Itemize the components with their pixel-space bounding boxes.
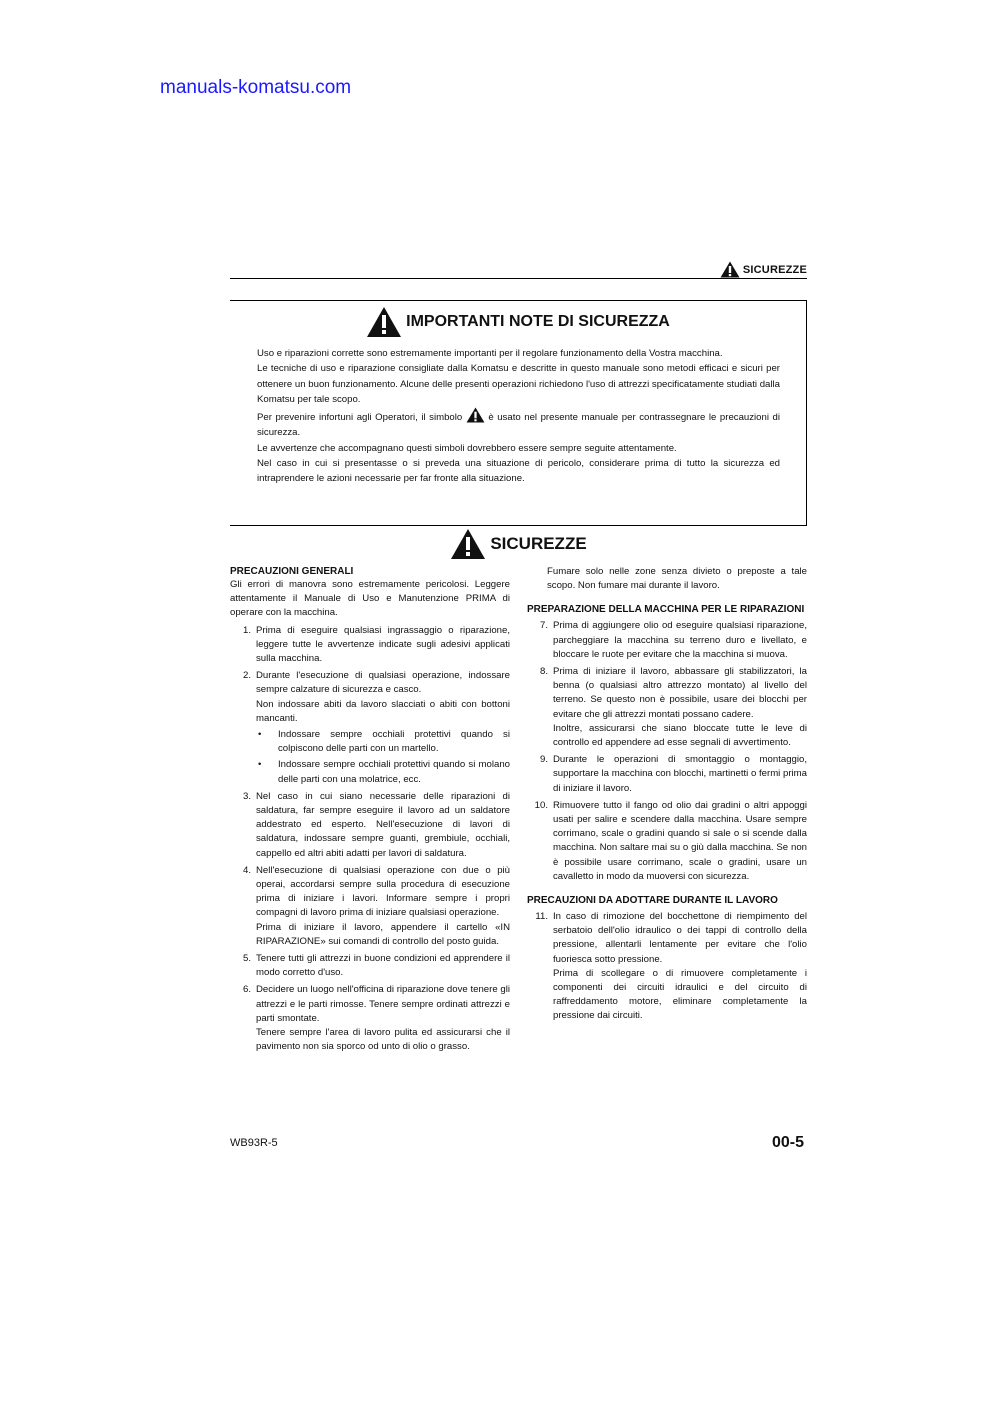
left-item-list: [230, 624, 510, 1055]
list-item: [527, 753, 807, 796]
warning-icon: [720, 261, 740, 278]
item-text: [256, 864, 510, 949]
notice-paragraph: Le avvertenze che accompagnano questi simboli dovrebbero essere sempre seguite attentamente.: [257, 442, 677, 454]
item-text: [553, 753, 807, 796]
item-paragraph: Tenere tutti gli attrezzi in buone condizioni ed apprendere il modo corretto d'uso.: [256, 953, 510, 979]
item-number: 4.: [242, 864, 251, 876]
item-text: [256, 669, 510, 787]
list-item: [527, 910, 807, 1024]
section-title-text: SICUREZZE: [490, 534, 587, 553]
item-text: [553, 665, 807, 750]
item-number: 1.: [242, 624, 251, 636]
item-paragraph: Prima di iniziare il lavoro, abbassare gli stabilizzatori, la benna (o qualsiasi altro attrezzo montato) al livello del terreno. Se questo non è possibile, usare dei blocchi per evitare che gli attrezzi montati possano cadere.: [553, 666, 807, 720]
notice-symbol-text-before: Per prevenire infortuni agli Operatori, il simbolo: [257, 412, 463, 424]
notice-paragraph: [257, 410, 780, 441]
header-label: [720, 261, 807, 278]
list-item: [230, 624, 510, 667]
bullet-icon: •: [258, 759, 262, 771]
item-text: [256, 624, 510, 667]
item-paragraph: Tenere sempre l'area di lavoro pulita ed assicurarsi che il pavimento non sia sporco od unto di olio o grasso.: [256, 1027, 510, 1053]
warning-icon: [366, 306, 402, 338]
item-number: 8.: [539, 666, 548, 678]
bullet-item: [256, 758, 510, 786]
header-title: SICUREZZE: [742, 263, 807, 276]
site-link[interactable]: manuals-komatsu.com: [160, 77, 352, 98]
intro-paragraph: Gli errori di manovra sono estremamente pericolosi. Leggere attentamente il Manuale di Uso e Manutenzione PRIMA di operare con la macchina.: [230, 579, 510, 619]
bullet-item: [256, 728, 510, 756]
notice-body: [257, 346, 780, 487]
item-paragraph: In caso di rimozione del bocchettone di riempimento del serbatoio dell'olio idraulico o dei tappi di controllo della pressione, allentarli lentamente per evitare che l'olio fuoriesca sotto pressione.: [553, 911, 807, 965]
item-paragraph: Prima di eseguire qualsiasi ingrassaggio o riparazione, leggere tutte le avvertenze indicate sugli adesivi applicati sulla macchina.: [256, 624, 510, 665]
warning-icon: [466, 407, 485, 423]
list-item: [230, 790, 510, 861]
item-paragraph: Nell'esecuzione di qualsiasi operazione con due o più operai, accordarsi sempre sulla procedura di esecuzione prima di iniziare i lavori. Informare sempre i propri compagni di lavoro prima di iniziare qualsiasi operazione.: [256, 864, 510, 919]
notice-title-text: IMPORTANTI NOTE DI SICUREZZA: [406, 313, 670, 330]
notice-paragraph: Nel caso in cui si presentasse o si preveda una situazione di pericolo, considerare prima di tutto la sicurezza ed intraprendere le azioni necessarie per far fronte alla situazione.: [257, 458, 780, 485]
page-header: [230, 258, 807, 279]
item-text: [256, 952, 510, 980]
item-number: 6.: [242, 984, 251, 996]
notice-paragraph: Le tecniche di uso e riparazione consigliate dalla Komatsu e descritte in questo manuale sono metodi efficaci e sicuri per ottenere un buon funzionamento. Alcune delle presenti operazioni richiedono l'uso di attrezzi specificatamente studiati dalla Komatsu per tale scopo.: [257, 363, 780, 405]
notice-symbol-text-after: è usato nel presente manuale per contrassegnare le precauzioni di sicurezza.: [257, 412, 780, 439]
left-column: [230, 565, 510, 1055]
section-title: [230, 528, 807, 560]
list-item: [230, 864, 510, 949]
item-paragraph: Durante le operazioni di smontaggio o montaggio, supportare la macchina con blocchi, martinetti o fermi prima di iniziare il lavoro.: [553, 754, 807, 794]
bullet-text: Indossare sempre occhiali protettivi quando si molano delle parti con una molatrice, ecc.: [278, 759, 510, 785]
item-paragraph: Non indossare abiti da lavoro slacciati o abiti con bottoni mancanti.: [256, 698, 510, 724]
item-text: [553, 910, 807, 1024]
footer-page-number: 00-5: [772, 1134, 805, 1151]
item-number: 11.: [535, 911, 548, 923]
item-number: 2.: [242, 670, 251, 682]
item-paragraph: Prima di aggiungere olio od eseguire qualsiasi riparazione, parcheggiare la macchina su terreno duro e livellato, e bloccare le ruote per evitare che la macchina si muova.: [553, 620, 807, 660]
item-number: 10.: [534, 799, 548, 811]
bullet-icon: •: [258, 729, 262, 741]
list-item: [527, 665, 807, 750]
item-paragraph: Rimuovere tutto il fango od olio dai gradini o altri appoggi usati per salire e scendere dalla macchina. Usare sempre corrimano, scale o gradini quando si sale o si scende dalla macchina. Non saltare mai su o giù dalla macchina. Se non è possibile usare corrimano, scale o gradini, usare un cavalletto in modo da muoversi con sicurezza.: [553, 799, 807, 882]
notice-paragraph: Uso e riparazioni corrette sono estremamente importanti per il regolare funzionamento della Vostra macchina.: [257, 348, 723, 359]
repair-preparation-heading: PREPARAZIONE DELLA MACCHINA PER LE RIPARAZIONI: [527, 604, 805, 616]
item-paragraph: Nel caso in cui siano necessarie delle riparazioni di saldatura, far sempre eseguire il lavoro ad un saldatore addestrato ed esperto. Nell'esecuzione di lavori di saldatura, indossare sempre guanti, grembiule, occhiali, cappello ed altri abiti adatti per lavori di saldatura.: [256, 790, 510, 859]
item-paragraph: Prima di iniziare il lavoro, appendere il cartello «IN RIPARAZIONE» sui comandi di controllo del posto guida.: [256, 921, 510, 947]
item-number: 3.: [242, 790, 251, 802]
warning-icon: [450, 528, 486, 560]
continued-paragraph: Fumare solo nelle zone senza divieto o preposte a tale scopo. Non fumare mai durante il lavoro.: [547, 566, 807, 592]
item-text: [553, 619, 807, 662]
item-number: 7.: [539, 620, 548, 632]
right-item-list-2: [527, 910, 807, 1024]
item-paragraph: Decidere un luogo nell'officina di riparazione dove tenere gli attrezzi e le parti rimosse. Tenere sempre ordinati attrezzi e parti smontate.: [256, 984, 510, 1024]
item-paragraph: Inoltre, assicurarsi che siano bloccate tutte le leve di controllo ed appendere ad esse segnali di avvertimento.: [553, 722, 807, 749]
notice-title: [230, 306, 806, 338]
item-number: 9.: [539, 754, 548, 766]
bullet-text: Indossare sempre occhiali protettivi quando si colpiscono delle parti con un martello.: [278, 729, 510, 755]
work-precautions-heading: PRECAUZIONI DA ADOTTARE DURANTE IL LAVORO: [527, 895, 778, 907]
safety-notice-box: [230, 300, 807, 526]
list-item: [230, 952, 510, 980]
list-item: [527, 619, 807, 662]
right-column: [527, 565, 807, 1024]
list-item: [230, 983, 510, 1054]
footer-model: WB93R-5: [230, 1137, 278, 1149]
item-text: [256, 983, 510, 1054]
item-text: [553, 799, 807, 884]
item-paragraph: Prima di scollegare o di rimuovere completamente i componenti dei circuiti idraulici e del circuito di raffreddamento motore, eliminare completamente la pressione dai circuiti.: [553, 967, 807, 1022]
right-item-list-1: [527, 619, 807, 884]
item-text: [256, 790, 510, 861]
list-item: [527, 799, 807, 884]
item-number: 5.: [242, 953, 251, 965]
list-item: [230, 669, 510, 787]
general-precautions-heading: PRECAUZIONI GENERALI: [230, 566, 354, 577]
item-paragraph: Durante l'esecuzione di qualsiasi operazione, indossare sempre calzature di sicurezza e casco.: [256, 670, 510, 696]
